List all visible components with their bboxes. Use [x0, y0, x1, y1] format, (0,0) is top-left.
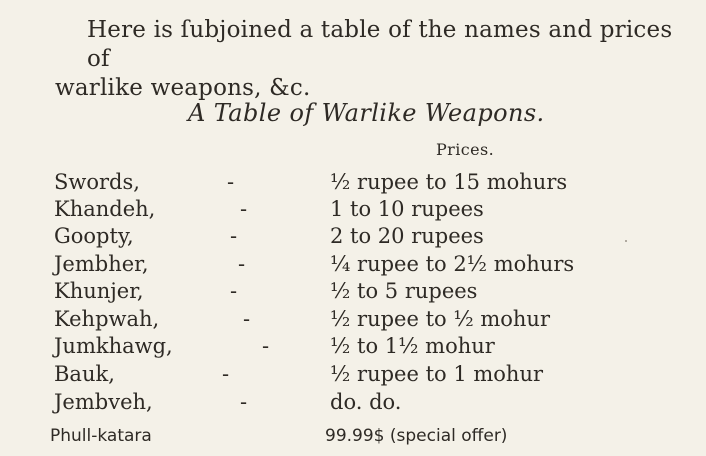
added-table-row	[0, 423, 706, 450]
table-row	[0, 169, 706, 196]
weapon-name: Swords,	[54, 170, 140, 194]
table-row	[0, 306, 706, 333]
weapon-name: Kehpwah,	[54, 307, 160, 331]
table-title: A Table of Warlike Weapons.	[188, 99, 545, 127]
weapon-name: Jembveh,	[54, 390, 153, 414]
intro-paragraph	[55, 16, 675, 103]
weapon-name: Goopty,	[54, 224, 134, 248]
weapon-price: ½ rupee to ½ mohur	[330, 307, 550, 331]
weapon-name: Jumkhawg,	[54, 334, 173, 358]
table-row	[0, 196, 706, 223]
dash-separator: -	[243, 307, 251, 331]
table-row	[0, 333, 706, 360]
dash-separator: -	[238, 252, 246, 276]
weapon-price: 2 to 20 rupees	[330, 224, 484, 248]
weapon-price: do. do.	[330, 390, 402, 414]
added-weapon-price: 99.99$ (special offer)	[325, 426, 508, 446]
dash-separator: -	[240, 390, 248, 414]
prices-column-header: Prices.	[436, 140, 495, 159]
weapon-name: Bauk,	[54, 362, 115, 386]
dash-separator: -	[262, 334, 270, 358]
weapon-price: ½ rupee to 15 mohurs	[330, 170, 568, 194]
table-row	[0, 251, 706, 278]
weapon-name: Jembher,	[54, 252, 149, 276]
table-row	[0, 389, 706, 416]
dash-separator: -	[240, 197, 248, 221]
weapon-price: ½ to 5 rupees	[330, 279, 478, 303]
dash-separator: -	[222, 362, 230, 386]
intro-line-2: warlike weapons, &c.	[55, 75, 311, 101]
weapon-price: 1 to 10 rupees	[330, 197, 484, 221]
dash-separator: -	[230, 279, 238, 303]
table-row	[0, 278, 706, 305]
weapon-name: Khandeh,	[54, 197, 156, 221]
weapon-price: ¼ rupee to 2½ mohurs	[330, 252, 575, 276]
intro-line-1: Here is ſubjoined a table of the names and prices of	[87, 17, 673, 72]
weapon-price: ½ rupee to 1 mohur	[330, 362, 544, 386]
table-row	[0, 223, 706, 250]
dash-separator: -	[230, 224, 238, 248]
table-row	[0, 361, 706, 388]
weapon-price: ½ to 1½ mohur	[330, 334, 495, 358]
dash-separator: -	[227, 170, 235, 194]
weapon-name: Khunjer,	[54, 279, 144, 303]
paper-speck	[625, 240, 627, 242]
added-weapon-name: Phull-katara	[50, 426, 152, 446]
